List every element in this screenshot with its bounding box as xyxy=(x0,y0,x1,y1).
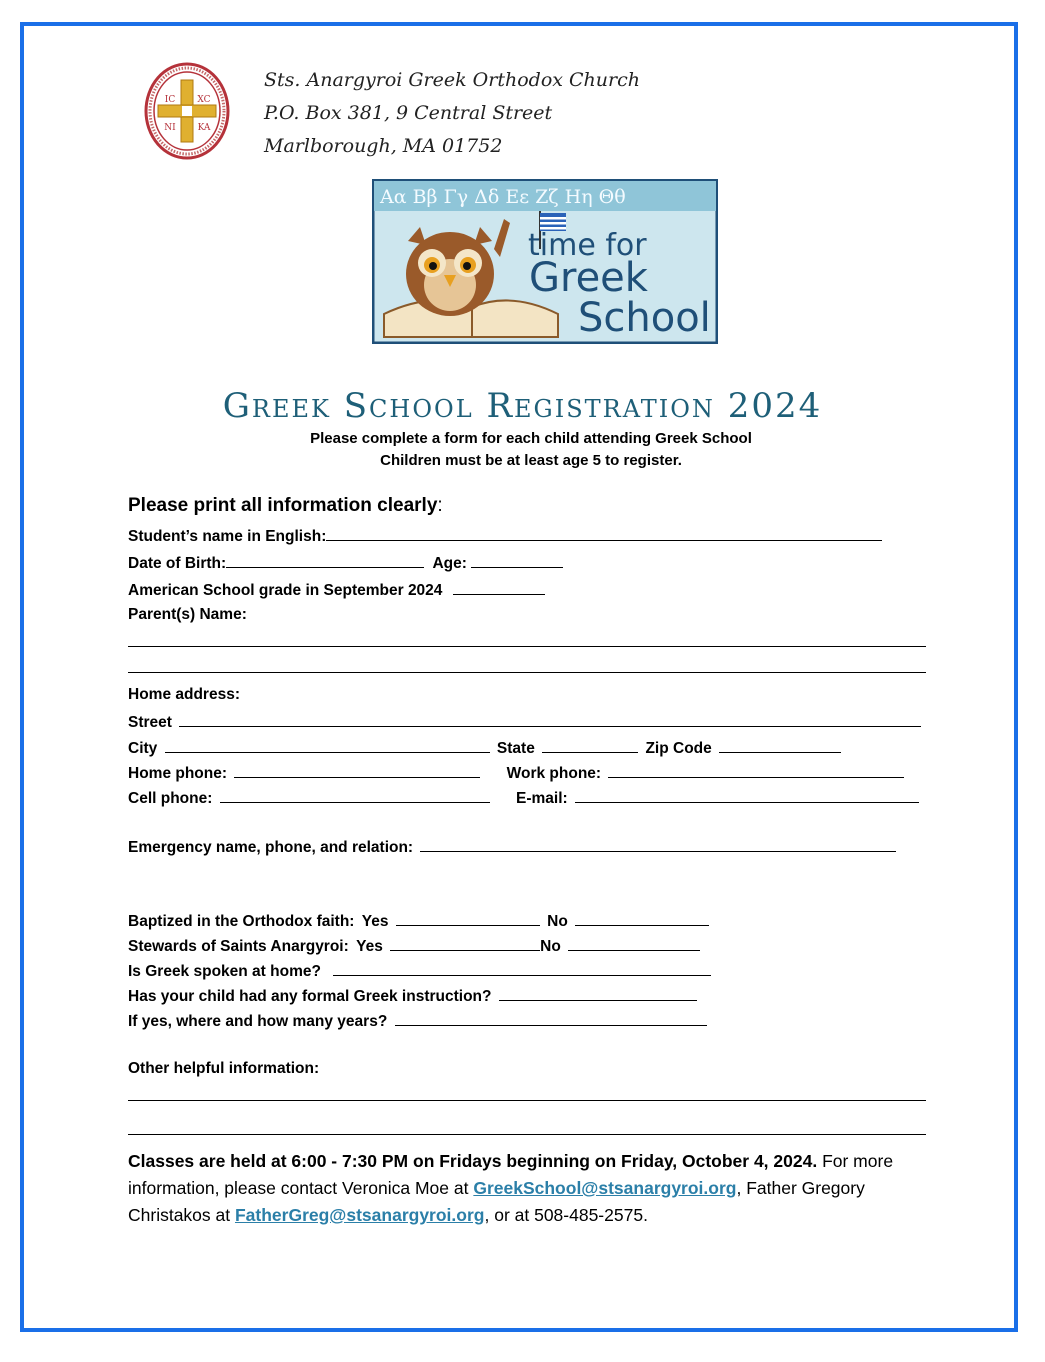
stewards-no-label: No xyxy=(540,938,561,955)
age-field[interactable] xyxy=(471,553,563,568)
stewards-label: Stewards of Saints Anargyroi: xyxy=(128,938,349,955)
church-po-box: P.O. Box 381, 9 Central Street xyxy=(264,102,553,124)
home-phone-row xyxy=(128,763,904,783)
subtitle-age-requirement: Children must be at least age 5 to register. xyxy=(380,452,682,469)
footer-text-2: , Father Gregory Christakos at xyxy=(128,1178,865,1225)
banner-line2: Greek xyxy=(529,255,648,301)
city-row xyxy=(128,738,841,758)
parents-label: Parent(s) Name: xyxy=(128,606,247,623)
subtitle-instruction: Please complete a form for each child attending Greek School xyxy=(310,430,752,447)
student-name-row xyxy=(128,526,882,546)
state-label: State xyxy=(496,740,535,757)
stewards-row xyxy=(128,936,700,956)
print-instruction xyxy=(128,495,443,517)
home-phone-field[interactable] xyxy=(234,763,480,778)
work-phone-field[interactable] xyxy=(608,763,904,778)
stewards-yes-label: Yes xyxy=(356,938,383,955)
city-field[interactable] xyxy=(165,738,490,753)
dob-row xyxy=(128,553,563,573)
other-info-line-1[interactable] xyxy=(128,1100,926,1101)
church-city: Marlborough, MA 01752 xyxy=(264,135,503,157)
baptized-label: Baptized in the Orthodox faith: xyxy=(128,913,355,930)
stewards-no-field[interactable] xyxy=(568,936,700,951)
greek-home-row xyxy=(128,961,711,981)
formal-instruction-label: Has your child had any formal Greek instruction? xyxy=(128,988,492,1005)
where-row xyxy=(128,1011,707,1031)
greek-home-field[interactable] xyxy=(333,961,711,976)
cell-phone-field[interactable] xyxy=(220,788,490,803)
church-address xyxy=(264,64,640,163)
other-info-line-2[interactable] xyxy=(128,1134,926,1135)
home-address-label: Home address: xyxy=(128,686,240,703)
baptized-yes-field[interactable] xyxy=(396,911,540,926)
street-label: Street xyxy=(128,714,172,731)
stewards-yes-field[interactable] xyxy=(390,936,540,951)
home-address-row xyxy=(128,686,240,704)
seal-letter: XC xyxy=(197,95,211,105)
page-title: Greek School Registration 2024 xyxy=(222,386,823,426)
cell-phone-row xyxy=(128,788,919,808)
banner-line3: School xyxy=(578,295,711,341)
class-schedule: Classes are held at 6:00 - 7:30 PM on Fridays beginning on Friday, October 4, 2024. xyxy=(128,1151,818,1171)
formal-instruction-field[interactable] xyxy=(499,986,697,1001)
footer-contact xyxy=(128,1148,928,1229)
student-name-label: Student’s name in English: xyxy=(128,528,327,545)
home-phone-label: Home phone: xyxy=(128,765,228,782)
banner-line1: time for xyxy=(528,228,647,263)
work-phone-label: Work phone: xyxy=(506,765,602,782)
parents-line-1[interactable] xyxy=(128,646,926,647)
grade-row xyxy=(128,580,545,600)
formal-instruction-row xyxy=(128,986,697,1006)
parents-row xyxy=(128,606,247,624)
state-field[interactable] xyxy=(542,738,638,753)
seal-letter: NI xyxy=(164,123,176,133)
email-field[interactable] xyxy=(575,788,919,803)
email-label: E-mail: xyxy=(516,790,568,807)
other-info-row xyxy=(128,1060,319,1078)
banner-alphabet: Αα Ββ Γγ Δδ Εε Ζζ Ηη Θθ xyxy=(380,186,626,208)
greek-home-label: Is Greek spoken at home? xyxy=(128,963,321,980)
print-instruction-text: Please print all information clearly xyxy=(128,495,438,516)
greek-school-banner xyxy=(372,179,718,344)
baptized-row xyxy=(128,911,709,931)
seal-letter: IC xyxy=(164,95,176,105)
church-name: Sts. Anargyroi Greek Orthodox Church xyxy=(264,69,640,91)
footer-text-1: For more information, please contact Veronica Moe at xyxy=(128,1151,894,1198)
dob-field[interactable] xyxy=(226,553,424,568)
emergency-field[interactable] xyxy=(420,837,896,852)
cell-phone-label: Cell phone: xyxy=(128,790,213,807)
grade-field[interactable] xyxy=(453,580,545,595)
parents-line-2[interactable] xyxy=(128,672,926,673)
baptized-yes-label: Yes xyxy=(361,913,389,930)
baptized-no-field[interactable] xyxy=(575,911,709,926)
other-info-label: Other helpful information: xyxy=(128,1060,320,1077)
street-row xyxy=(128,712,921,732)
zip-field[interactable] xyxy=(719,738,841,753)
grade-label: American School grade in September 2024 xyxy=(128,582,443,599)
where-field[interactable] xyxy=(395,1011,707,1026)
dob-label: Date of Birth: xyxy=(128,555,227,572)
baptized-no-label: No xyxy=(547,913,568,930)
where-label: If yes, where and how many years? xyxy=(128,1013,388,1030)
city-label: City xyxy=(128,740,158,757)
street-field[interactable] xyxy=(179,712,921,727)
age-label: Age: xyxy=(432,555,467,572)
student-name-field[interactable] xyxy=(326,526,882,541)
greekschool-email-link[interactable]: GreekSchool@stsanargyroi.org xyxy=(473,1178,737,1198)
emergency-label: Emergency name, phone, and relation: xyxy=(128,839,414,856)
zip-label: Zip Code xyxy=(645,740,712,757)
church-seal-logo xyxy=(144,62,230,160)
print-instruction-colon: : xyxy=(437,495,443,516)
fathergreg-email-link[interactable]: FatherGreg@stsanargyroi.org xyxy=(234,1205,485,1225)
emergency-row xyxy=(128,837,896,857)
seal-letter: KA xyxy=(197,123,211,133)
footer-text-3: , or at 508-485-2575. xyxy=(484,1205,648,1225)
